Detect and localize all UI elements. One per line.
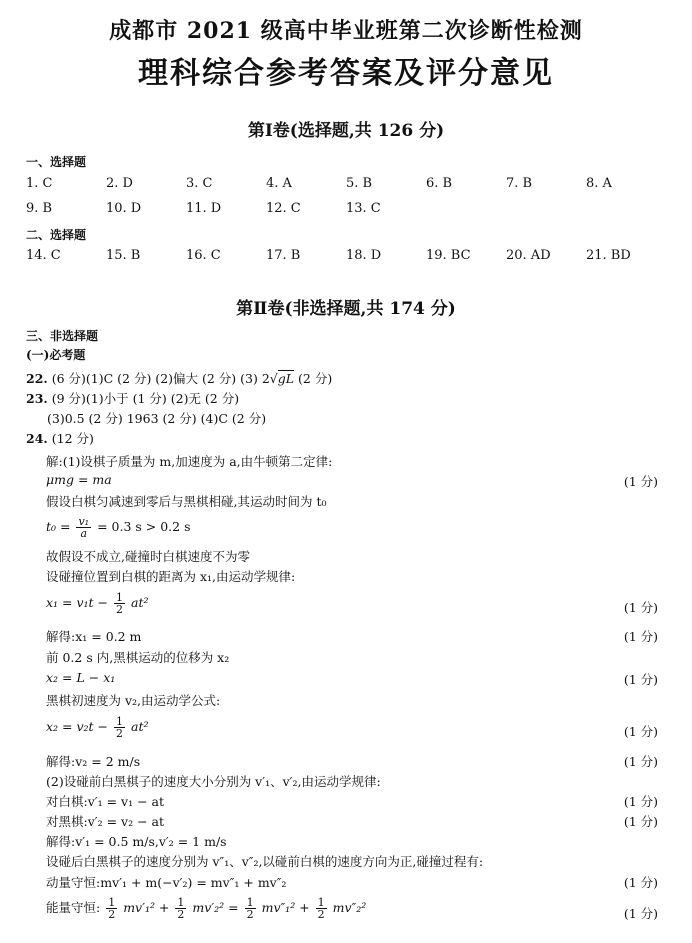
equation-line — [46, 516, 190, 539]
denominator: 2 — [317, 908, 325, 921]
score-mark: (1 分) — [623, 672, 658, 687]
eq-part: mv′₂² = — [192, 900, 239, 915]
score-mark: (1 分) — [623, 754, 658, 769]
q22-points: (2 分) — [298, 371, 333, 386]
answer-item: 7. B — [506, 176, 533, 191]
solution-line: 设碰后白黑棋子的速度分别为 v″₁、v″₂,以碰前白棋的速度方向为正,碰撞过程有: — [46, 854, 484, 869]
eq-part: mv′₁² + — [123, 900, 170, 915]
score-mark: (1 分) — [623, 600, 658, 615]
solution-line: 假设白棋匀减速到零后与黑棋相碰,其运动时间为 t₀ — [46, 494, 327, 509]
answer-item: 5. B — [346, 176, 373, 191]
equation-line — [46, 592, 149, 615]
eq-part: t₀ = — [46, 519, 71, 534]
answer-item: 18. D — [346, 248, 382, 263]
fraction — [114, 716, 125, 739]
sqrt-icon: √ — [269, 371, 278, 386]
denominator: 2 — [177, 908, 185, 921]
equation-line: x₂ = L − x₁ — [46, 670, 116, 685]
answer-item: 8. A — [586, 176, 612, 191]
answer-item: 17. B — [266, 248, 301, 263]
section-1-heading: 一、选择题 — [26, 155, 87, 169]
q24-line — [26, 429, 94, 447]
solution-line: 解:(1)设棋子质量为 m,加速度为 a,由牛顿第二定律: — [46, 454, 333, 469]
answer-item: 3. C — [186, 176, 213, 191]
eq-part: mv″₂² — [332, 900, 367, 915]
score-mark: (1 分) — [623, 474, 658, 489]
score-mark: (1 分) — [623, 814, 658, 829]
answer-item: 9. B — [26, 201, 53, 216]
fraction — [114, 592, 125, 615]
solution-line: (2)设碰前白黑棋子的速度大小分别为 v′₁、v′₂,由运动学规律: — [46, 774, 381, 789]
q24-points: (12 分) — [51, 431, 94, 446]
answer-item: 1. C — [26, 176, 53, 191]
eq-part: x₁ = v₁t − — [46, 595, 109, 610]
solution-line: 设碰撞位置到白棋的距离为 x₁,由运动学规律: — [46, 569, 296, 584]
answer-item: 11. D — [186, 201, 222, 216]
answer-item: 21. BD — [586, 248, 631, 263]
q22-sqrt-term: gL — [277, 371, 295, 386]
equation-line — [46, 716, 149, 739]
numerator: 1 — [317, 896, 325, 909]
solution-line: 解得:x₁ = 0.2 m — [46, 629, 142, 644]
numerator: 1 — [246, 896, 254, 909]
doc-subtitle: 理科综合参考答案及评分意见 — [138, 56, 554, 91]
question-number: 23. — [26, 391, 48, 406]
section-2-heading: 二、选择题 — [26, 228, 87, 242]
score-mark: (1 分) — [623, 629, 658, 644]
volume-2-heading: 第Ⅱ卷(非选择题,共 174 分) — [236, 299, 456, 319]
question-number: 24. — [26, 431, 48, 446]
answer-item: 6. B — [426, 176, 453, 191]
fraction — [76, 516, 91, 539]
answer-row-2 — [26, 201, 666, 221]
question-number: 22. — [26, 371, 48, 386]
answer-item: 16. C — [186, 248, 221, 263]
equation-line: μmg = ma — [46, 472, 112, 487]
fraction — [245, 897, 256, 920]
numerator: 1 — [177, 896, 185, 909]
equation-line — [46, 897, 366, 920]
eq-part: x₂ = v₂t − — [46, 719, 109, 734]
solution-line: 解得:v₂ = 2 m/s — [46, 754, 141, 769]
eq-part: 能量守恒: — [46, 900, 101, 915]
volume-1-heading: 第Ⅰ卷(选择题,共 126 分) — [247, 121, 445, 141]
score-mark: (1 分) — [623, 724, 658, 739]
q23-answer-1: (9 分)(1)小于 (1 分) (2)无 (2 分) — [51, 391, 240, 406]
score-mark: (1 分) — [623, 875, 658, 890]
solution-line: 解得:v′₁ = 0.5 m/s,v′₂ = 1 m/s — [46, 834, 227, 849]
numerator: 1 — [116, 591, 124, 604]
numerator: v₁ — [78, 515, 90, 528]
answer-item: 15. B — [106, 248, 141, 263]
score-mark: (1 分) — [623, 906, 658, 921]
denominator: 2 — [116, 603, 124, 616]
q23-answer-2: (3)0.5 (2 分) 1963 (2 分) (4)C (2 分) — [47, 411, 267, 426]
fraction — [175, 897, 186, 920]
denominator: 2 — [108, 908, 116, 921]
solution-line: 动量守恒:mv′₁ + m(−v′₂) = mv″₁ + mv″₂ — [46, 875, 287, 890]
score-mark: (1 分) — [623, 794, 658, 809]
fraction — [316, 897, 327, 920]
q22-answer: (6 分)(1)C (2 分) (2)偏大 (2 分) (3) 2 — [51, 371, 270, 386]
eq-part: = 0.3 s > 0.2 s — [97, 519, 191, 534]
answer-item: 20. AD — [506, 248, 551, 263]
answer-item: 2. D — [106, 176, 133, 191]
solution-line: 黑棋初速度为 v₂,由运动学公式: — [46, 693, 221, 708]
answer-item: 14. C — [26, 248, 61, 263]
solution-line: 前 0.2 s 内,黑棋运动的位移为 x₂ — [46, 650, 230, 665]
answer-item: 12. C — [266, 201, 301, 216]
answer-item: 10. D — [106, 201, 142, 216]
subsection-heading: (一)必考题 — [26, 348, 86, 362]
answer-row-1 — [26, 176, 666, 196]
answer-item: 19. BC — [426, 248, 471, 263]
eq-part: at² — [131, 719, 149, 734]
q22-line — [26, 369, 332, 387]
answer-row-3 — [26, 248, 666, 268]
q23-line-1 — [26, 389, 239, 407]
answer-item: 13. C — [346, 201, 381, 216]
numerator: 1 — [116, 715, 124, 728]
eq-part: mv″₁² + — [261, 900, 310, 915]
solution-line: 对黑棋:v′₂ = v₂ − at — [46, 814, 165, 829]
eq-part: at² — [131, 595, 149, 610]
fraction — [106, 897, 117, 920]
numerator: 1 — [108, 896, 116, 909]
solution-line: 对白棋:v′₁ = v₁ − at — [46, 794, 165, 809]
solution-line: 故假设不成立,碰撞时白棋速度不为零 — [46, 549, 250, 564]
section-3-heading: 三、非选择题 — [26, 329, 99, 343]
doc-title: 成都市 2021 级高中毕业班第二次诊断性检测 — [109, 18, 583, 44]
denominator: a — [80, 527, 88, 540]
denominator: 2 — [246, 908, 254, 921]
denominator: 2 — [116, 727, 124, 740]
answer-item: 4. A — [266, 176, 292, 191]
